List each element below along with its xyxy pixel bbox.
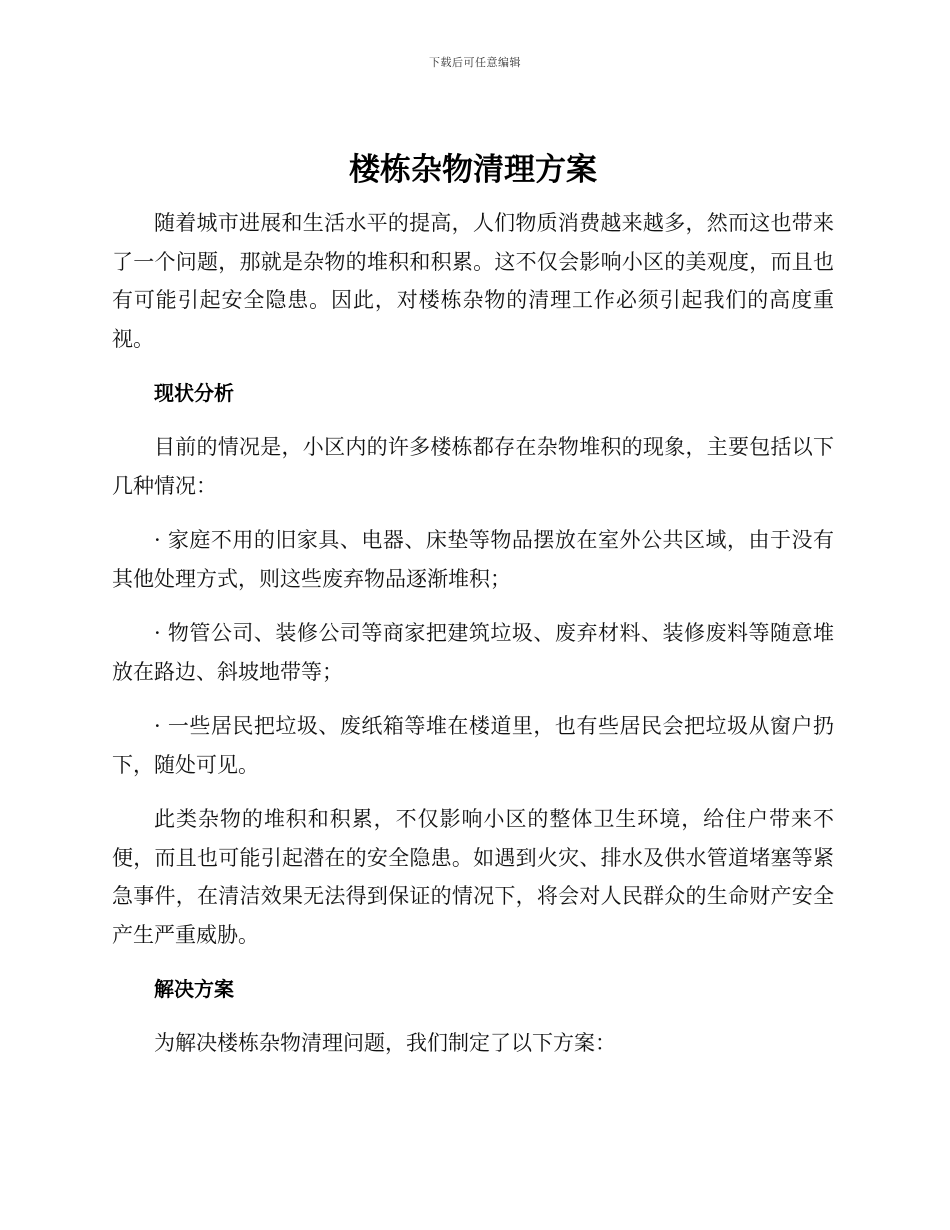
- document-body: [112, 148, 834, 1079]
- status-bullet-3: · 一些居民把垃圾、废纸箱等堆在楼道里，也有些居民会把垃圾从窗户扔下，随处可见。: [112, 714, 834, 777]
- header-note: 下载后可任意编辑: [429, 56, 521, 69]
- status-bullet-1: · 家庭不用的旧家具、电器、床垫等物品摆放在室外公共区域，由于没有其他处理方式，则这些废弃物品逐渐堆积；: [112, 528, 834, 591]
- document-title: 楼栋杂物清理方案: [349, 152, 597, 188]
- status-bullet-2: · 物管公司、装修公司等商家把建筑垃圾、废弃材料、装修废料等随意堆放在路边、斜坡地带等；: [112, 621, 834, 684]
- section-heading-solution: 解决方案: [154, 977, 234, 1001]
- section-heading-status: 现状分析: [154, 381, 234, 405]
- intro-paragraph: 随着城市进展和生活水平的提高，人们物质消费越来越多，然而这也带来了一个问题，那就是杂物的堆积和积累。这不仅会影响小区的美观度，而且也有可能引起安全隐患。因此，对楼栋杂物的清理工作必须引起我们的高度重视。: [112, 211, 834, 351]
- solution-lead-paragraph: 为解决楼栋杂物清理问题，我们制定了以下方案：: [154, 1031, 616, 1055]
- status-lead-paragraph: 目前的情况是，小区内的许多楼栋都存在杂物堆积的现象，主要包括以下几种情况：: [112, 435, 834, 498]
- status-conclusion-paragraph: 此类杂物的堆积和积累，不仅影响小区的整体卫生环境，给住户带来不便，而且也可能引起潜在的安全隐患。如遇到火灾、排水及供水管道堵塞等紧急事件，在清洁效果无法得到保证的情况下，将会对人民群众的生命财产安全产生严重威胁。: [112, 807, 834, 947]
